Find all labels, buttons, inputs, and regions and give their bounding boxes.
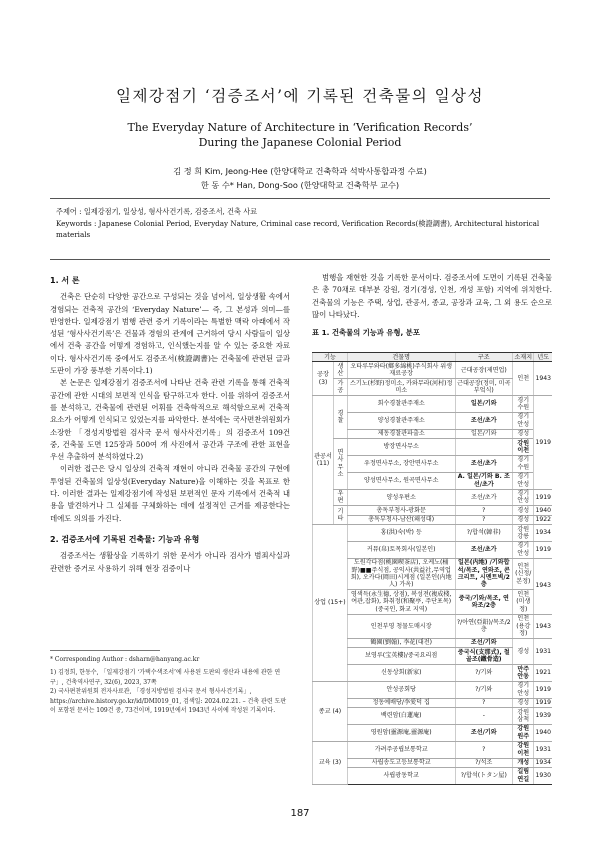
table-cell: 총독부청사-남산(왜성대) [347, 515, 455, 524]
table-cell: 방장면사무소 [347, 439, 455, 456]
table-cell: ?/석조 [455, 758, 513, 767]
table-cell: 1943 [534, 362, 552, 396]
table-cell: 1931 [534, 741, 552, 758]
table-cell: 신동상회(新家) [347, 665, 455, 682]
table-cell: 1940 [535, 506, 551, 514]
table-cell: 조선/초가 [455, 455, 513, 472]
left-column [50, 272, 290, 575]
table-cell: ?/합석(トタン屋) [455, 767, 513, 784]
table-cell: 강원 이천 [513, 741, 534, 758]
table-cell: 영원암(靈源庵,靈源庵) [347, 724, 455, 741]
table-cell: 1931 [534, 638, 552, 664]
table-cell: 1930 [534, 767, 552, 784]
table-row [313, 396, 553, 413]
table-cell: ? [455, 698, 513, 707]
table-cell: 조선/초가 [455, 412, 513, 429]
keyword-box [50, 198, 550, 260]
table-row [313, 681, 553, 698]
table-cell: 안성공회당 [347, 681, 455, 698]
footnote-rule [50, 650, 160, 651]
table-cell: 조선/기와 [455, 724, 513, 741]
table-cell: ? [455, 506, 513, 515]
keywords-en: Keywords : Japanese Colonial Period, Everyday Nature, Criminal case record, Verification Records(検證調書), Architectural historical materials [56, 218, 540, 240]
table-cell: 경기 수원 [513, 396, 534, 413]
table-cell: 경기 안성 [513, 681, 534, 698]
table-cell: 경기 수원 [513, 455, 534, 472]
table-cell: 1934 [535, 759, 551, 766]
table-cell: 경기 안성 [513, 472, 534, 489]
table-cell: 가려주공립보통학교 [347, 741, 455, 758]
table-cell: 근대공장(제면업) [455, 362, 513, 379]
table-cell: 1919 [534, 396, 552, 489]
table-row [313, 412, 553, 429]
table-cell: 1940 [534, 724, 552, 741]
table-cell: 1919 [534, 541, 552, 558]
keywords-ko: 주제어 : 일제강점기, 일상성, 형사사건기록, 검증조서, 건축 사료 [56, 207, 258, 216]
table-row [313, 489, 553, 506]
author-2: 한 동 수* Han, Dong-Soo (한양대학교 건축학부 교수) [200, 180, 400, 190]
table-cell: 경기 안성 [513, 541, 534, 558]
table-cell: 우편 [334, 489, 348, 506]
table-cell: 면사무소 [334, 439, 348, 489]
table-row [313, 638, 553, 647]
table-cell: 기타 [334, 506, 348, 525]
paper-title-en [0, 120, 600, 150]
table-cell: 우정면사무소, 장안면사무소 [347, 455, 455, 472]
table-header-cell: 구조 [455, 353, 513, 362]
table-cell: 1919 [534, 489, 552, 506]
table-row [313, 506, 553, 515]
table-cell: - [455, 708, 513, 725]
table-cell: 커뮤(帛)토목회사(일본인) [347, 541, 455, 558]
table-cell: 종교 (4) [313, 681, 348, 741]
table-cell: 조선/초가 [455, 489, 513, 506]
paper-title-ko: 일제강점기 ‘검증조서’에 기록된 건축물의 일상성 [115, 87, 485, 105]
table-header-cell: 건물명 [347, 353, 455, 362]
table-row [313, 472, 553, 489]
footnote-2: 2) 국사편찬위원회 전자사료관, 「경성지방법원 검사국 문서 형사사건기록」, https://archive.history.go.kr/id/DMI019_01, 검색일: 2024.02.21. – 건축 관련 도판이 포함된 문서는 109건 중, 73건이며, 1919년에서 1943년 사이에 작성된 기록이다. [50, 688, 287, 715]
table-header-cell: 기능 [313, 353, 348, 362]
table-cell: 1919 [534, 681, 552, 698]
table-cell: 교육 (3) [313, 741, 348, 784]
table-cell: 양성경찰관주재소 [347, 412, 455, 429]
table-cell: 백련암(白蓮庵) [347, 708, 455, 725]
table-cell: ?/기와 [455, 681, 513, 698]
table-cell: 일본(内地) /기와합석/목조, 연와조, 콘크리트, 시멘트벽/2층 [455, 558, 513, 590]
table-cell: 강원 삼척 [513, 708, 534, 725]
table-cell: 생산 [334, 362, 348, 379]
table-cell: 1921 [534, 665, 552, 682]
section2-paragraph-2: 범행을 재현한 것을 기록한 문서이다. 검증조서에 도면이 기록된 건축물은 총 70채로 대부분 강원, 경기(경성, 인천, 개성 포함) 지역에 위치한다. 건축물의 기능은 주택, 상업, 관공서, 종교, 공장과 교육, 그 외 용도 순으로 많이 나타났다. [312, 273, 552, 319]
table-cell: 경기 안성 [513, 489, 534, 506]
table-cell: 경찰 [334, 396, 348, 439]
building-table [312, 352, 552, 785]
section2-paragraph-1: 검증조서는 생활상을 기록하기 위한 문서가 아니라 검사가 범죄사실과 관련한 증거로 사용하기 위해 현장 검증이나 [50, 551, 290, 573]
table-row [313, 362, 553, 379]
table-cell: 인천 [513, 362, 534, 396]
table-cell: 1943 [534, 558, 552, 614]
table-row [313, 525, 553, 542]
table-cell: 회수경찰관주재소 [347, 396, 455, 413]
table-cell: 사립광동학교 [347, 767, 455, 784]
table-cell: A. 일본/기와 B. 조선/초가 [455, 472, 513, 489]
table-cell: 인천 (미생정) [513, 590, 534, 614]
title-en-line-2: During the Japanese Colonial Period [198, 136, 402, 149]
table-cell: 중국/기와/목조, 연와조/2층 [455, 590, 513, 614]
table-cell: 도원각다점(桃園喫茶店), 오케노(桶野)■■주식점, 공익사(共益社,무역업회), 오카다(岡田)시계점 (일본인(内地人) 가옥) [347, 558, 455, 590]
table-cell: 강원 원주 [513, 724, 534, 741]
table-row [313, 558, 553, 590]
table-row [313, 698, 553, 707]
corresponding-author: * Corresponding Author : dsharn@hanyang.ac.kr [50, 656, 200, 663]
table-cell [455, 439, 513, 456]
intro-paragraph-2: 본 논문은 일제강점기 검증조서에 나타난 건축 관련 기록을 통해 건축적 공간에 관한 시대의 보편적 인식을 탐구하고자 한다. 이를 위하여 검증조서를 분석하고, 건축물에 관련된 어휘를 건축학적으로 해석함으로써 건축적 요소가 어떻게 인식되고 있었는지를 파악한다. 분석에는 국사편찬위원회가 소장한 「경성지방법원 검사국 문서 형사사건기록」의 검증조서 109건 중, 건축물 도면 125장과 500여 개 사진에서 공간과 구조에 관한 표현을 우선 추출하여 분석하였다.2) [50, 378, 290, 462]
table-row [313, 758, 553, 767]
table-cell: 경성 [513, 515, 534, 524]
table-cell: 鶴園(劉翰), 李花(대전) [347, 638, 455, 647]
table-row [313, 614, 553, 638]
table-cell: 경성 [513, 506, 534, 515]
table-row [313, 541, 553, 558]
table-cell: 총독부청사-광화문 [347, 506, 455, 515]
table-cell: 1922 [535, 516, 551, 524]
table-cell: 경성 [513, 638, 534, 664]
table-row [313, 515, 553, 524]
table-cell: 경기 안성 [513, 412, 534, 429]
table-cell: 조선/초가 [455, 541, 513, 558]
table-cell: ?/합석(韓非) [455, 525, 513, 542]
table-cell: 제동경찰관파출소 [347, 429, 455, 438]
table-row [313, 708, 553, 725]
table-cell: 오타루무와타(鄕多綿桃)주식회사 위생재료공장 [347, 362, 455, 379]
table-cell: 강원 강릉 [513, 525, 534, 542]
table-cell: 근대공장(정미, 미곡부엌식) [455, 379, 513, 396]
table-cell: 조선/기와 [455, 638, 513, 647]
table-caption: 표 1. 건축물의 기능과 유형, 분포 [312, 328, 420, 338]
table-cell: 영색득(永生德, 상점), 복성전(複成棧, 여관,잡화), 화취정(和聚亭, 주단포목) (중국인, 화교 지역) [347, 590, 455, 614]
table-cell: 경성 [513, 698, 534, 707]
table-cell: 인천 (신정/본정) [513, 558, 534, 590]
section-heading-intro: 1. 서 론 [50, 276, 80, 285]
table-cell: 관공서 (11) [313, 396, 334, 525]
table-row [313, 665, 553, 682]
table-cell: 사립송도고등보통학교 [347, 758, 455, 767]
footnote-1: 1) 김정희, 한동수, 「일제강점기 ‘가택수색조서’에 사용된 도판의 생산과 내용에 관한 연구」, 건축역사연구, 32(6), 2023, 37쪽 [50, 669, 281, 686]
table-cell: ?/기와 [455, 665, 513, 682]
table-cell: 일본/기와 [455, 396, 513, 413]
table-header-cell: 년도 [534, 353, 552, 362]
footnotes [50, 650, 290, 715]
intro-paragraph-1: 건축은 단순히 다양한 공간으로 구성되는 것을 넘어서, 일상생활 속에서 경험되는 건축적 공간의 ‘Everyday Nature’— 즉, 그 본성과 의미—를 반영한다. 일제강점기 범행 관련 증거 기록이라는 특별한 맥락 아래에서 작성된 ‘형사사건기록’은 건물과 경험의 관계에 근거하여 당시 사람들이 일상에서 건축 공간을 어떻게 경험하고, 인식했는지를 알 수 있는 중요한 자료이다. 형사사건기록 중에서도 검증조서(検證調書)는 건축물에 관련된 글과 도판이 가장 풍부한 기록이다.1) [50, 292, 290, 376]
table-cell: 1919 [535, 699, 551, 707]
table-cell: 보영루(宝英樓)/중국요리점 [347, 648, 455, 665]
table-cell: ? [455, 741, 513, 758]
table-cell: ? [455, 515, 513, 524]
table-cell: 1934 [534, 525, 552, 542]
table-cell: 스기노(杉野)정미소, 카와무라(河村)정미소 [347, 379, 455, 396]
table-cell: 양성우편소 [347, 489, 455, 506]
table-row [313, 429, 553, 438]
table-cell: 인천부영 청물도매시장 [347, 614, 455, 638]
right-column [312, 272, 552, 343]
table-cell: 길림 연길 [513, 767, 534, 784]
table-row [313, 724, 553, 741]
table-cell: 경성 [513, 429, 534, 438]
table-row [313, 439, 553, 456]
table-cell: 상업 (15+) [313, 525, 348, 682]
author-1: 김 정 희 Kim, Jeong-Hee (한양대학교 건축학과 석박사통합과정 수료) [173, 166, 427, 176]
table-header-cell: 소재지 [514, 353, 533, 361]
table-row [313, 767, 553, 784]
table-cell: ?/아연(亞鉛)/목조/2층 [455, 614, 513, 638]
table-row [313, 590, 553, 614]
table-cell: 홍(洪)숙(박) 등 [347, 525, 455, 542]
section-heading-2: 2. 검증조서에 기록된 건축물: 기능과 유형 [50, 534, 200, 544]
table-cell: 1943 [534, 614, 552, 638]
table-cell: 개성 [513, 758, 534, 767]
intro-paragraph-3: 이러한 접근은 당시 일상의 건축적 재현이 아니라 건축물 공간의 구현에 투영된 건축물의 일상성(Everyday Nature)을 이해하는 것을 목표로 한다. 이러한 결과는 일제강점기에 작성된 보편적인 문자 기록에서 건축적 내용을 발견하거나 그 실체를 구체화하는 데에 설정적인 근거를 제공한다는 데에도 의의를 가진다. [50, 464, 290, 523]
table-cell: 공장 (3) [313, 362, 334, 396]
table-row [313, 455, 553, 472]
title-en-line-1: The Everyday Nature of Architecture in ‘Verification Records’ [127, 121, 473, 134]
table-cell: 양성면사무소, 원곡면사무소 [347, 472, 455, 489]
table-cell: 1939 [534, 708, 552, 725]
table-cell: 인천 (용강정) [513, 614, 534, 638]
table-cell: 강원 이천 [513, 439, 534, 456]
page-number: 187 [290, 808, 310, 819]
table-header-row [313, 353, 553, 362]
table-cell: 일본/기와 [455, 429, 513, 438]
table-cell: 가공 [334, 379, 348, 396]
table-row [313, 741, 553, 758]
table-cell: 만주 안동 [513, 665, 534, 682]
author-list [0, 164, 600, 192]
table-cell: 정동예배당/李愛덕 집 [347, 698, 455, 707]
table-cell: 중국식(支那式), 철골조(鐵骨造) [455, 648, 513, 665]
